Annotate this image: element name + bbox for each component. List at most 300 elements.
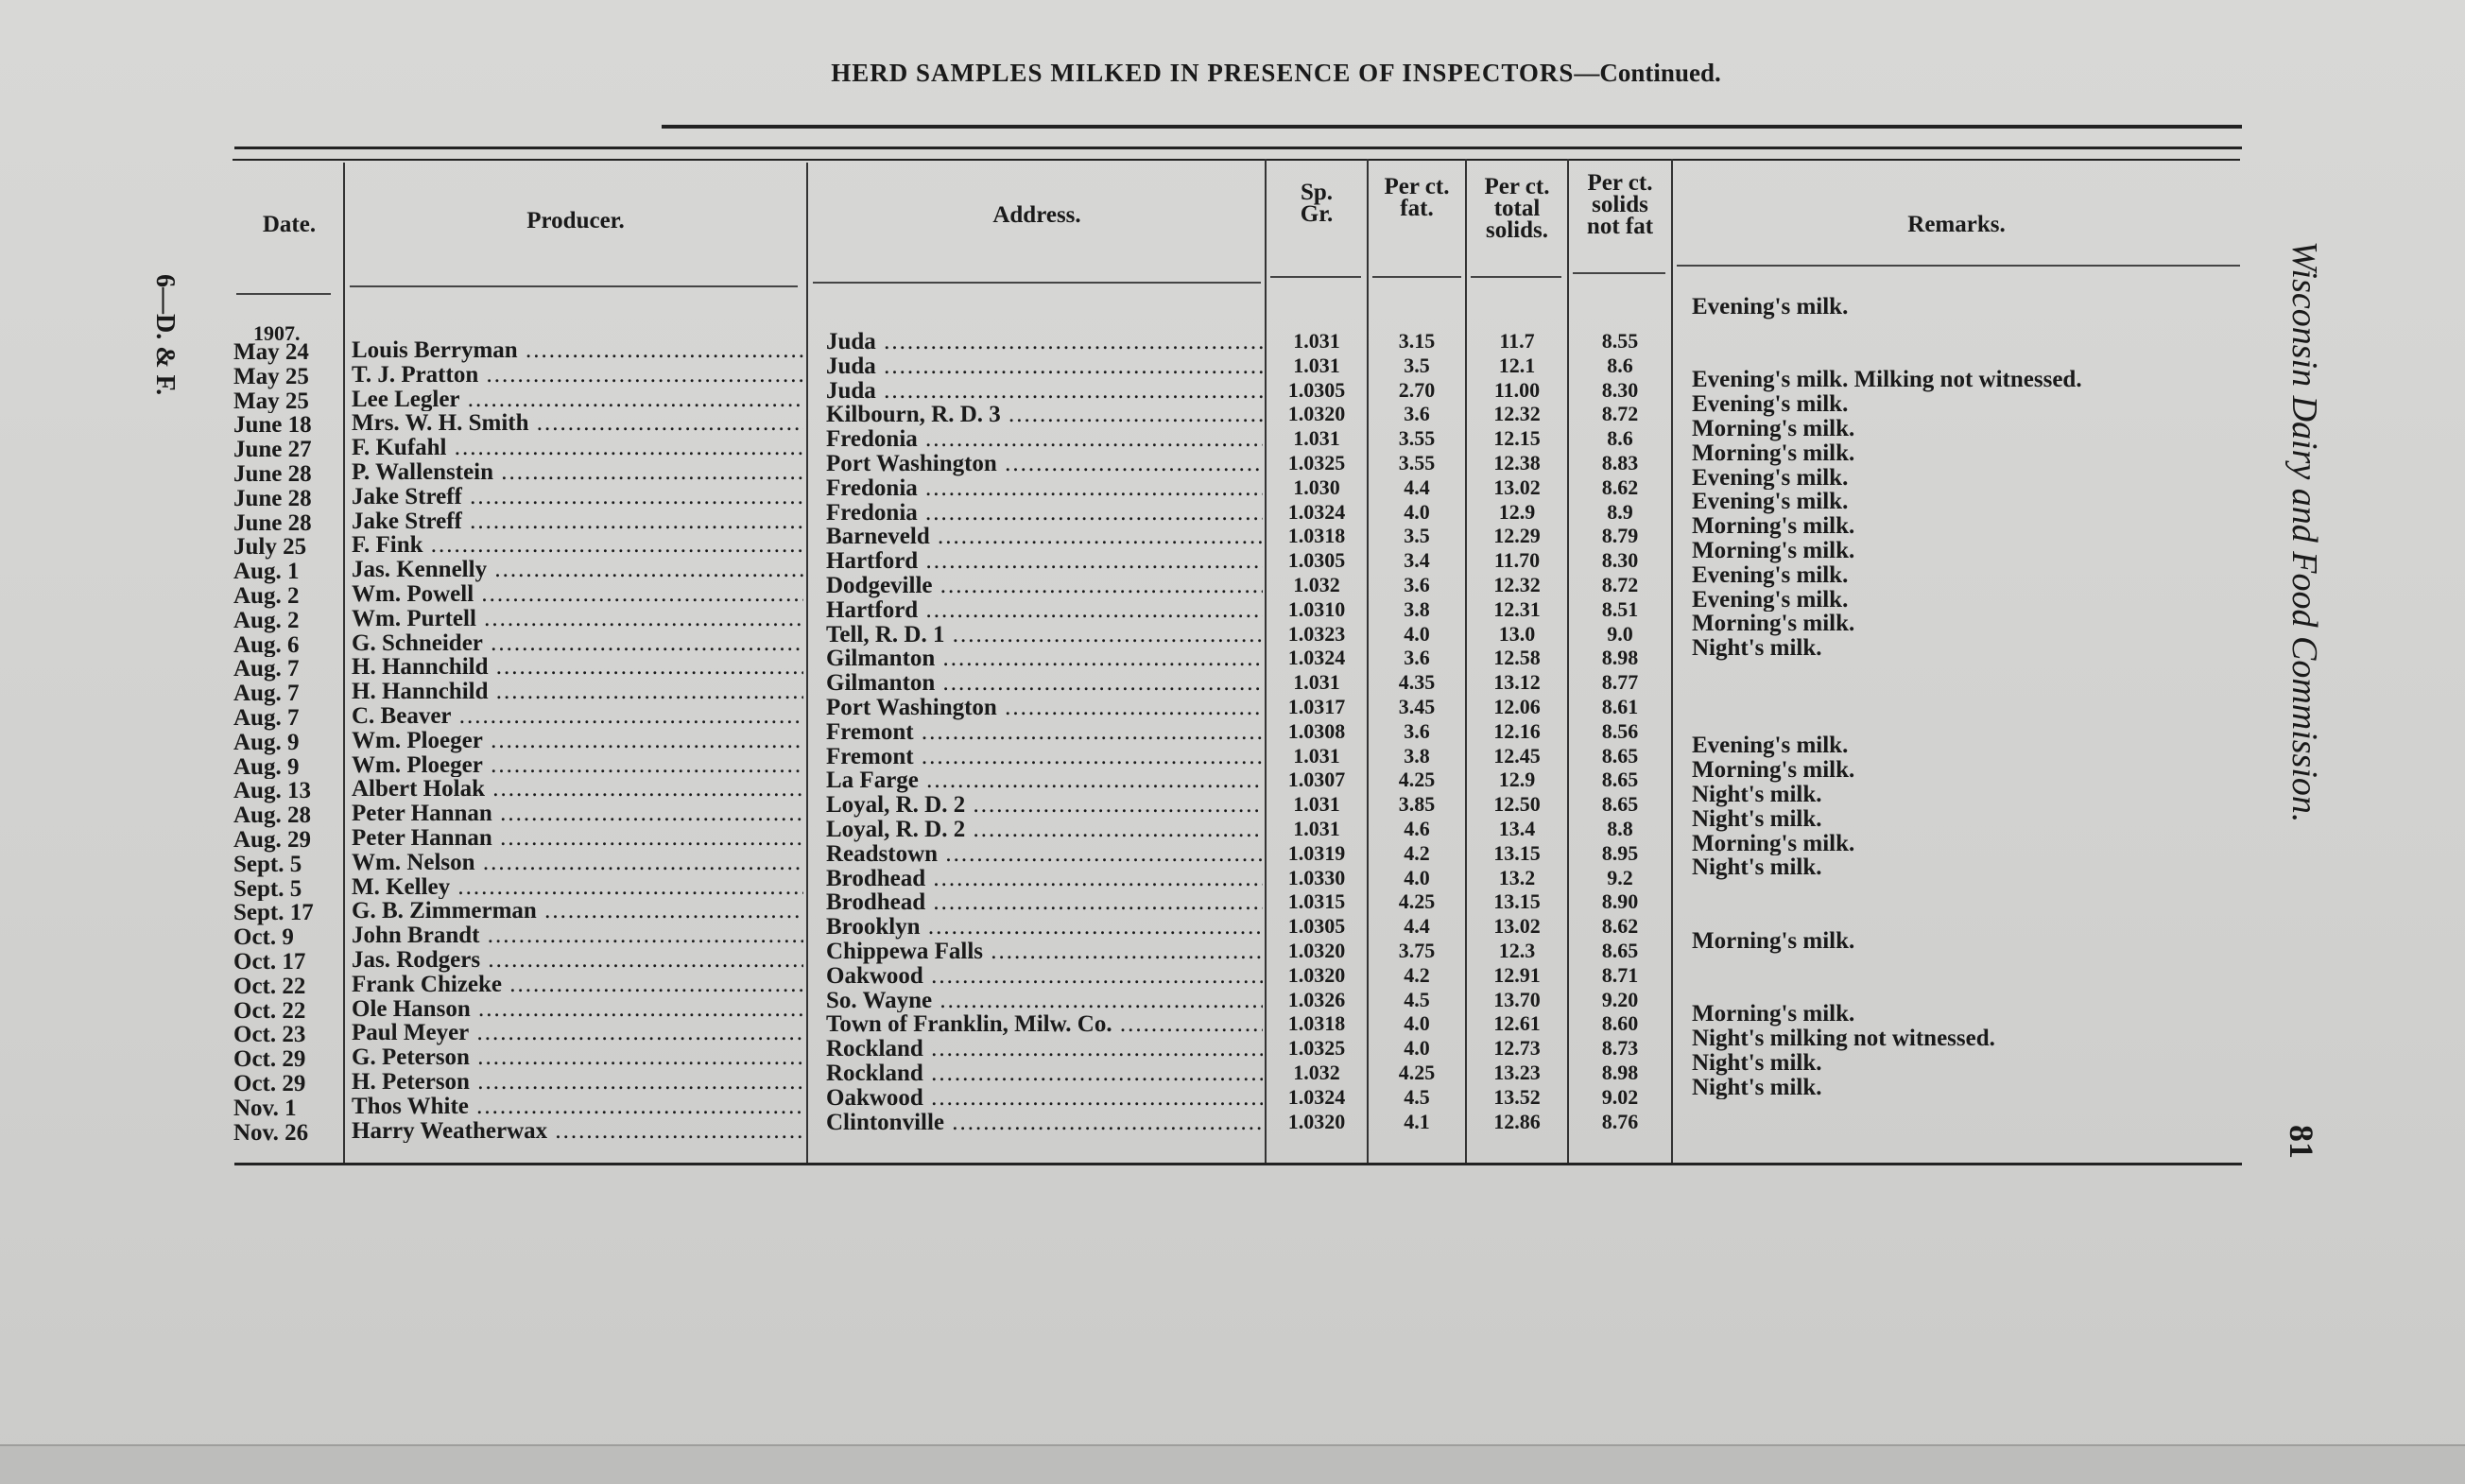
cell-remark: Morning's milk. <box>1692 1002 1855 1027</box>
cell-sp-gr: 1.031 <box>1293 329 1340 353</box>
page-heading <box>662 59 1890 88</box>
cell-date: Sept. 5 <box>233 852 302 877</box>
right-margin-title: Wisconsin Dairy and Food Commission. <box>2284 241 2324 823</box>
cell-solids-not-fat: 8.76 <box>1601 1109 1639 1133</box>
cell-solids-not-fat: 8.55 <box>1601 329 1639 353</box>
cell-sp-gr: 1.031 <box>1293 426 1340 451</box>
cell-date: Aug. 7 <box>233 705 300 731</box>
cell-sp-gr: 1.0320 <box>1287 1109 1346 1133</box>
cell-producer: P. Wallenstein ..... <box>352 460 803 485</box>
cell-fat: 3.6 <box>1404 402 1430 426</box>
cell-date: Aug. 7 <box>233 657 300 682</box>
cell-total-solids: 12.45 <box>1493 743 1541 768</box>
cell-remark: Evening's milk. <box>1692 733 1849 759</box>
cell-total-solids: 12.29 <box>1493 524 1541 548</box>
cell-producer: Frank Chizeke ..... <box>352 973 803 997</box>
cell-date: June 28 <box>233 510 312 536</box>
cell-fat: 3.5 <box>1404 524 1430 548</box>
cell-date: July 25 <box>233 535 307 561</box>
cell-date: Aug. 1 <box>233 560 300 584</box>
cell-address: Loyal, R. D. 2 ..... <box>826 818 1263 842</box>
left-margin-code: 6—D. & F. <box>150 274 180 396</box>
cell-producer: G. Schneider ..... <box>352 631 803 656</box>
cell-producer: H. Peterson ..... <box>352 1070 803 1095</box>
cell-address: Kilbourn, R. D. 3 ..... <box>826 403 1263 427</box>
cell-total-solids: 12.9 <box>1498 499 1536 524</box>
header-underline-total <box>1471 276 1561 278</box>
column-date <box>233 340 345 1145</box>
cell-solids-not-fat: 8.60 <box>1601 1011 1639 1036</box>
cell-producer: Lee Legler ..... <box>352 388 803 412</box>
cell-remark: Morning's milk. <box>1692 831 1855 856</box>
cell-remark: Morning's milk. <box>1692 612 1855 637</box>
cell-sp-gr: 1.032 <box>1293 572 1340 596</box>
cell-address: Loyal, R. D. 2 ..... <box>826 793 1263 818</box>
heading-continued: —Continued. <box>1574 59 1721 87</box>
header-total-solids-2: total <box>1493 196 1541 221</box>
cell-total-solids: 13.02 <box>1493 475 1541 499</box>
cell-solids-not-fat: 8.65 <box>1601 743 1639 768</box>
cell-date: Oct. 23 <box>233 1023 306 1048</box>
cell-date: Oct. 9 <box>233 925 294 950</box>
cell-remark: Morning's milk. <box>1692 514 1855 539</box>
cell-address: Fredonia ..... <box>826 476 1263 501</box>
heading-title: HERD SAMPLES MILKED IN PRESENCE OF INSPECTORS <box>831 59 1575 87</box>
header-underline-fat <box>1372 276 1461 278</box>
cell-producer: H. Hannchild ..... <box>352 680 803 704</box>
cell-date: Nov. 1 <box>233 1096 297 1121</box>
cell-producer: Wm. Powell ..... <box>352 582 803 607</box>
cell-total-solids: 12.50 <box>1493 792 1541 817</box>
cell-solids-not-fat: 8.8 <box>1607 816 1633 840</box>
cell-fat: 3.45 <box>1398 694 1436 718</box>
cell-total-solids: 12.31 <box>1493 596 1541 621</box>
cell-date: Oct. 29 <box>233 1047 306 1072</box>
cell-date: June 28 <box>233 461 312 487</box>
cell-date: Nov. 26 <box>233 1120 309 1146</box>
cell-address: Tell, R. D. 1 ..... <box>826 623 1263 647</box>
cell-producer: Wm. Ploeger ..... <box>352 753 803 778</box>
cell-date: Oct. 29 <box>233 1071 306 1096</box>
cell-fat: 4.5 <box>1404 987 1430 1011</box>
cell-date: Sept. 17 <box>233 901 314 926</box>
cell-solids-not-fat: 8.6 <box>1607 353 1633 377</box>
cell-producer: Albert Holak ..... <box>352 777 803 802</box>
cell-date: Aug. 7 <box>233 682 300 706</box>
cell-total-solids: 12.16 <box>1493 718 1541 743</box>
cell-producer: Paul Meyer ..... <box>352 1021 803 1045</box>
cell-remark: Night's milk. <box>1692 855 1822 881</box>
cell-solids-not-fat: 8.72 <box>1601 402 1639 426</box>
cell-total-solids: 13.15 <box>1493 889 1541 914</box>
cell-sp-gr: 1.0324 <box>1287 499 1346 524</box>
header-total-solids <box>1467 176 1567 241</box>
cell-fat: 3.55 <box>1398 426 1436 451</box>
cell-remark <box>1692 685 2259 710</box>
cell-address: Fredonia ..... <box>826 501 1263 526</box>
cell-fat: 4.0 <box>1404 499 1430 524</box>
cell-solids-not-fat: 8.73 <box>1601 1036 1639 1061</box>
header-sp-gr-2: Gr. <box>1300 201 1334 227</box>
cell-sp-gr: 1.0325 <box>1287 450 1346 475</box>
header-producer <box>346 210 805 232</box>
cell-remark: Evening's milk. <box>1692 490 1849 515</box>
cell-producer: Jake Streff ..... <box>352 509 803 534</box>
cell-address: Juda ..... <box>826 379 1263 404</box>
cell-date: May 24 <box>233 340 309 365</box>
cell-sp-gr: 1.0324 <box>1287 646 1346 670</box>
cell-date: Aug. 28 <box>233 803 311 828</box>
cell-sp-gr: 1.0315 <box>1287 889 1346 914</box>
header-address-label: Address. <box>992 202 1081 228</box>
divider-snf-remarks <box>1671 159 1673 1163</box>
cell-sp-gr: 1.0320 <box>1287 402 1346 426</box>
cell-address: Fremont ..... <box>826 745 1263 769</box>
cell-address: Clintonville ..... <box>826 1111 1263 1135</box>
cell-date: June 27 <box>233 438 312 462</box>
cell-remark <box>1692 710 2259 734</box>
cell-fat: 3.8 <box>1404 596 1430 621</box>
header-snf-3: not fat <box>1586 214 1654 239</box>
cell-address: Brodhead ..... <box>826 890 1263 915</box>
cell-date: Aug. 2 <box>233 608 300 633</box>
cell-remark: Morning's milk. <box>1692 928 1855 954</box>
cell-producer: Thos White ..... <box>352 1095 803 1119</box>
cell-sp-gr: 1.0310 <box>1287 596 1346 621</box>
header-snf-1: Per ct. <box>1587 170 1653 196</box>
cell-remark: Evening's milk. <box>1692 562 1849 588</box>
column-solids-not-fat <box>1569 329 1671 1133</box>
header-fat <box>1369 176 1465 219</box>
cell-address: Oakwood ..... <box>826 964 1263 989</box>
cell-fat: 4.0 <box>1404 865 1430 889</box>
cell-remark <box>1692 661 2259 685</box>
cell-sp-gr: 1.031 <box>1293 816 1340 840</box>
cell-fat: 3.5 <box>1404 353 1430 377</box>
cell-producer: Wm. Purtell ..... <box>352 607 803 631</box>
header-producer-label: Producer. <box>526 208 625 233</box>
cell-date: Aug. 9 <box>233 754 300 780</box>
bottom-rule <box>234 1163 2242 1165</box>
cell-remark: Evening's milk. <box>1692 587 1849 613</box>
column-producer <box>352 338 803 1143</box>
header-underline-snf <box>1573 272 1665 274</box>
cell-solids-not-fat: 8.9 <box>1607 499 1633 524</box>
cell-fat: 4.35 <box>1398 670 1436 695</box>
cell-remark: Morning's milk. <box>1692 538 1855 563</box>
cell-remark: Morning's milk. <box>1692 758 1855 783</box>
cell-fat: 3.6 <box>1404 646 1430 670</box>
cell-remark: Night's milk. <box>1692 1050 1822 1076</box>
cell-solids-not-fat: 8.61 <box>1601 694 1639 718</box>
cell-total-solids: 12.1 <box>1498 353 1536 377</box>
cell-total-solids: 13.12 <box>1493 670 1541 695</box>
cell-sp-gr: 1.0323 <box>1287 621 1346 646</box>
cell-producer: Mrs. W. H. Smith ..... <box>352 411 803 436</box>
cell-total-solids: 13.23 <box>1493 1060 1541 1084</box>
cell-total-solids: 12.58 <box>1493 646 1541 670</box>
cell-address: Oakwood ..... <box>826 1086 1263 1111</box>
cell-remark: Night's milk. <box>1692 636 1822 661</box>
cell-producer: F. Fink ..... <box>352 533 803 558</box>
cell-sp-gr: 1.030 <box>1293 475 1340 499</box>
page-number: 81 <box>2283 1125 2320 1159</box>
cell-sp-gr: 1.0317 <box>1287 694 1346 718</box>
cell-producer: Peter Hannan ..... <box>352 802 803 826</box>
cell-address: Readstown ..... <box>826 842 1263 867</box>
cell-sp-gr: 1.031 <box>1293 743 1340 768</box>
cell-fat: 4.6 <box>1404 816 1430 840</box>
cell-address: Chippewa Falls ..... <box>826 940 1263 964</box>
cell-address: Port Washington ..... <box>826 696 1263 720</box>
cell-solids-not-fat: 9.20 <box>1601 987 1639 1011</box>
cell-solids-not-fat: 8.65 <box>1601 938 1639 962</box>
cell-sp-gr: 1.0305 <box>1287 914 1346 939</box>
cell-sp-gr: 1.0305 <box>1287 548 1346 573</box>
header-underline-remarks <box>1677 265 2240 267</box>
cell-total-solids: 11.70 <box>1493 548 1541 573</box>
cell-total-solids: 12.73 <box>1493 1036 1541 1061</box>
cell-producer: Ole Hanson ..... <box>352 997 803 1022</box>
cell-total-solids: 12.32 <box>1493 402 1541 426</box>
cell-fat: 3.6 <box>1404 572 1430 596</box>
cell-producer: Harry Weatherwax ..... <box>352 1119 803 1144</box>
cell-fat: 3.6 <box>1404 718 1430 743</box>
cell-producer: Jas. Kennelly ..... <box>352 558 803 582</box>
cell-remark: Evening's milk. <box>1692 392 1849 417</box>
cell-date: Oct. 22 <box>233 974 306 999</box>
cell-date: June 28 <box>233 486 312 511</box>
column-fat <box>1369 329 1465 1133</box>
header-fat-1: Per ct. <box>1384 174 1450 199</box>
cell-solids-not-fat: 8.65 <box>1601 792 1639 817</box>
cell-address: Town of Franklin, Milw. Co. ..... <box>826 1012 1263 1037</box>
cell-date: Aug. 9 <box>233 730 300 755</box>
cell-producer: M. Kelley ..... <box>352 875 803 900</box>
cell-solids-not-fat: 8.30 <box>1601 548 1639 573</box>
cell-solids-not-fat: 8.90 <box>1601 889 1639 914</box>
cell-fat: 4.0 <box>1404 1036 1430 1061</box>
cell-fat: 3.75 <box>1398 938 1436 962</box>
cell-fat: 4.5 <box>1404 1084 1430 1109</box>
cell-producer: Jake Streff ..... <box>352 485 803 509</box>
page-bottom-edge <box>0 1444 2465 1484</box>
cell-solids-not-fat: 9.02 <box>1601 1084 1639 1109</box>
cell-fat: 4.4 <box>1404 914 1430 939</box>
cell-date: May 25 <box>233 388 309 414</box>
cell-fat: 3.4 <box>1404 548 1430 573</box>
cell-total-solids: 11.7 <box>1499 329 1535 353</box>
cell-total-solids: 13.70 <box>1493 987 1541 1011</box>
cell-total-solids: 13.15 <box>1493 840 1541 865</box>
cell-sp-gr: 1.0325 <box>1287 1036 1346 1061</box>
cell-solids-not-fat: 8.72 <box>1601 572 1639 596</box>
cell-sp-gr: 1.0320 <box>1287 938 1346 962</box>
cell-producer: T. J. Pratton ..... <box>352 363 803 388</box>
cell-address: Juda ..... <box>826 354 1263 379</box>
cell-producer: Louis Berryman ..... <box>352 338 803 363</box>
cell-date: Sept. 5 <box>233 876 302 902</box>
cell-total-solids: 12.61 <box>1493 1011 1541 1036</box>
cell-sp-gr: 1.031 <box>1293 792 1340 817</box>
cell-total-solids: 12.86 <box>1493 1109 1541 1133</box>
cell-fat: 4.0 <box>1404 1011 1430 1036</box>
cell-address: Hartford ..... <box>826 598 1263 623</box>
cell-solids-not-fat: 8.98 <box>1601 646 1639 670</box>
header-remarks <box>1673 214 2240 235</box>
cell-solids-not-fat: 8.56 <box>1601 718 1639 743</box>
header-underline-date <box>236 293 331 295</box>
cell-total-solids: 12.3 <box>1498 938 1536 962</box>
cell-date: May 25 <box>233 364 309 389</box>
cell-solids-not-fat: 9.2 <box>1607 865 1633 889</box>
cell-producer: G. Peterson ..... <box>352 1045 803 1070</box>
cell-remark: Night's milk. <box>1692 806 1822 832</box>
cell-sp-gr: 1.0307 <box>1287 768 1346 792</box>
column-sp-gr <box>1267 329 1367 1133</box>
cell-fat: 4.25 <box>1398 889 1436 914</box>
cell-address: Juda ..... <box>826 330 1263 354</box>
cell-sp-gr: 1.0318 <box>1287 524 1346 548</box>
cell-address: La Farge ..... <box>826 768 1263 793</box>
cell-date: Aug. 2 <box>233 583 300 609</box>
cell-solids-not-fat: 8.6 <box>1607 426 1633 451</box>
cell-remark <box>1692 319 2259 344</box>
header-underline-spgr <box>1270 276 1361 278</box>
cell-sp-gr: 1.031 <box>1293 670 1340 695</box>
cell-solids-not-fat: 8.62 <box>1601 914 1639 939</box>
cell-fat: 4.4 <box>1404 475 1430 499</box>
cell-remark: Evening's milk. <box>1692 465 1849 491</box>
header-underline-producer <box>350 285 798 287</box>
cell-remark: Morning's milk. <box>1692 416 1855 441</box>
cell-producer: John Brandt ..... <box>352 923 803 948</box>
cell-producer: F. Kufahl ..... <box>352 436 803 460</box>
cell-date: Oct. 22 <box>233 998 306 1024</box>
cell-fat: 3.8 <box>1404 743 1430 768</box>
cell-date: June 18 <box>233 413 312 439</box>
cell-producer: G. B. Zimmerman ..... <box>352 899 803 923</box>
cell-solids-not-fat: 8.65 <box>1601 768 1639 792</box>
cell-address: Rockland ..... <box>826 1037 1263 1061</box>
cell-solids-not-fat: 8.77 <box>1601 670 1639 695</box>
cell-sp-gr: 1.0308 <box>1287 718 1346 743</box>
cell-date: Aug. 13 <box>233 779 311 804</box>
top-rule-1 <box>662 125 2242 129</box>
header-snf-2: solids <box>1592 192 1648 217</box>
cell-fat: 3.55 <box>1398 450 1436 475</box>
header-sp-gr-1: Sp. <box>1300 180 1334 205</box>
cell-total-solids: 13.4 <box>1498 816 1536 840</box>
cell-solids-not-fat: 8.83 <box>1601 450 1639 475</box>
cell-sp-gr: 1.0330 <box>1287 865 1346 889</box>
cell-sp-gr: 1.0320 <box>1287 962 1346 987</box>
cell-producer: H. Hannchild ..... <box>352 655 803 680</box>
cell-sp-gr: 1.0319 <box>1287 840 1346 865</box>
header-address <box>809 204 1265 226</box>
header-total-solids-3: solids. <box>1485 217 1548 243</box>
divider-producer-address <box>806 163 808 1163</box>
year-label: 1907. <box>253 321 301 345</box>
cell-fat: 3.15 <box>1398 329 1436 353</box>
cell-date: Aug. 6 <box>233 632 300 658</box>
cell-address: Fremont ..... <box>826 720 1263 745</box>
cell-solids-not-fat: 9.0 <box>1607 621 1633 646</box>
cell-total-solids: 12.91 <box>1493 962 1541 987</box>
cell-address: Hartford ..... <box>826 549 1263 574</box>
column-total-solids <box>1467 329 1567 1133</box>
cell-address: Barneveld ..... <box>826 525 1263 549</box>
cell-remark: Morning's milk. <box>1692 440 1855 466</box>
header-fat-2: fat. <box>1400 196 1434 221</box>
cell-solids-not-fat: 8.30 <box>1601 377 1639 402</box>
cell-sp-gr: 1.0305 <box>1287 377 1346 402</box>
cell-address: Gilmanton ..... <box>826 671 1263 696</box>
cell-total-solids: 11.00 <box>1493 377 1541 402</box>
top-rule-3 <box>233 159 2240 161</box>
column-address <box>826 330 1263 1134</box>
header-remarks-label: Remarks. <box>1907 212 2006 237</box>
cell-remark: Evening's milk. Milking not witnessed. <box>1692 368 2082 393</box>
cell-producer: Peter Hannan ..... <box>352 826 803 851</box>
cell-solids-not-fat: 8.71 <box>1601 962 1639 987</box>
cell-address: Brodhead ..... <box>826 867 1263 891</box>
cell-remark: Night's milk. <box>1692 782 1822 807</box>
header-total-solids-1: Per ct. <box>1484 174 1550 199</box>
cell-total-solids: 13.2 <box>1498 865 1536 889</box>
cell-remark <box>1692 905 2259 929</box>
cell-fat: 3.85 <box>1398 792 1436 817</box>
cell-fat: 4.1 <box>1404 1109 1430 1133</box>
cell-total-solids: 13.02 <box>1493 914 1541 939</box>
header-underline-address <box>813 282 1261 284</box>
cell-total-solids: 12.06 <box>1493 694 1541 718</box>
cell-solids-not-fat: 8.98 <box>1601 1060 1639 1084</box>
cell-remark <box>1692 954 2259 978</box>
header-date-label: Date. <box>262 212 317 237</box>
cell-total-solids: 13.52 <box>1493 1084 1541 1109</box>
cell-address: Port Washington ..... <box>826 452 1263 476</box>
cell-producer: C. Beaver ..... <box>352 704 803 729</box>
cell-remark: Night's milk. <box>1692 1075 1822 1100</box>
cell-total-solids: 12.32 <box>1493 572 1541 596</box>
cell-fat: 4.25 <box>1398 768 1436 792</box>
cell-date: Oct. 17 <box>233 949 306 975</box>
cell-remark <box>1692 977 2259 1002</box>
cell-total-solids: 12.9 <box>1498 768 1536 792</box>
cell-address: Gilmanton ..... <box>826 647 1263 671</box>
cell-remark <box>1692 880 2259 905</box>
cell-fat: 2.70 <box>1398 377 1436 402</box>
cell-address: Dodgeville ..... <box>826 574 1263 598</box>
cell-remark: Evening's milk. <box>1692 295 1849 319</box>
column-remarks <box>1692 295 2259 1099</box>
header-solids-not-fat <box>1569 172 1671 237</box>
cell-producer: Jas. Rodgers ..... <box>352 948 803 973</box>
cell-total-solids: 12.15 <box>1493 426 1541 451</box>
top-rule-2 <box>234 147 2242 149</box>
cell-producer: Wm. Nelson ..... <box>352 851 803 875</box>
cell-sp-gr: 1.031 <box>1293 353 1340 377</box>
header-sp-gr <box>1267 181 1367 225</box>
cell-remark: Night's milking not witnessed. <box>1692 1026 1995 1051</box>
header-date <box>236 214 342 235</box>
cell-fat: 4.25 <box>1398 1060 1436 1084</box>
cell-total-solids: 13.0 <box>1498 621 1536 646</box>
cell-producer: Wm. Ploeger ..... <box>352 729 803 753</box>
cell-sp-gr: 1.0324 <box>1287 1084 1346 1109</box>
cell-date: Aug. 29 <box>233 827 311 853</box>
